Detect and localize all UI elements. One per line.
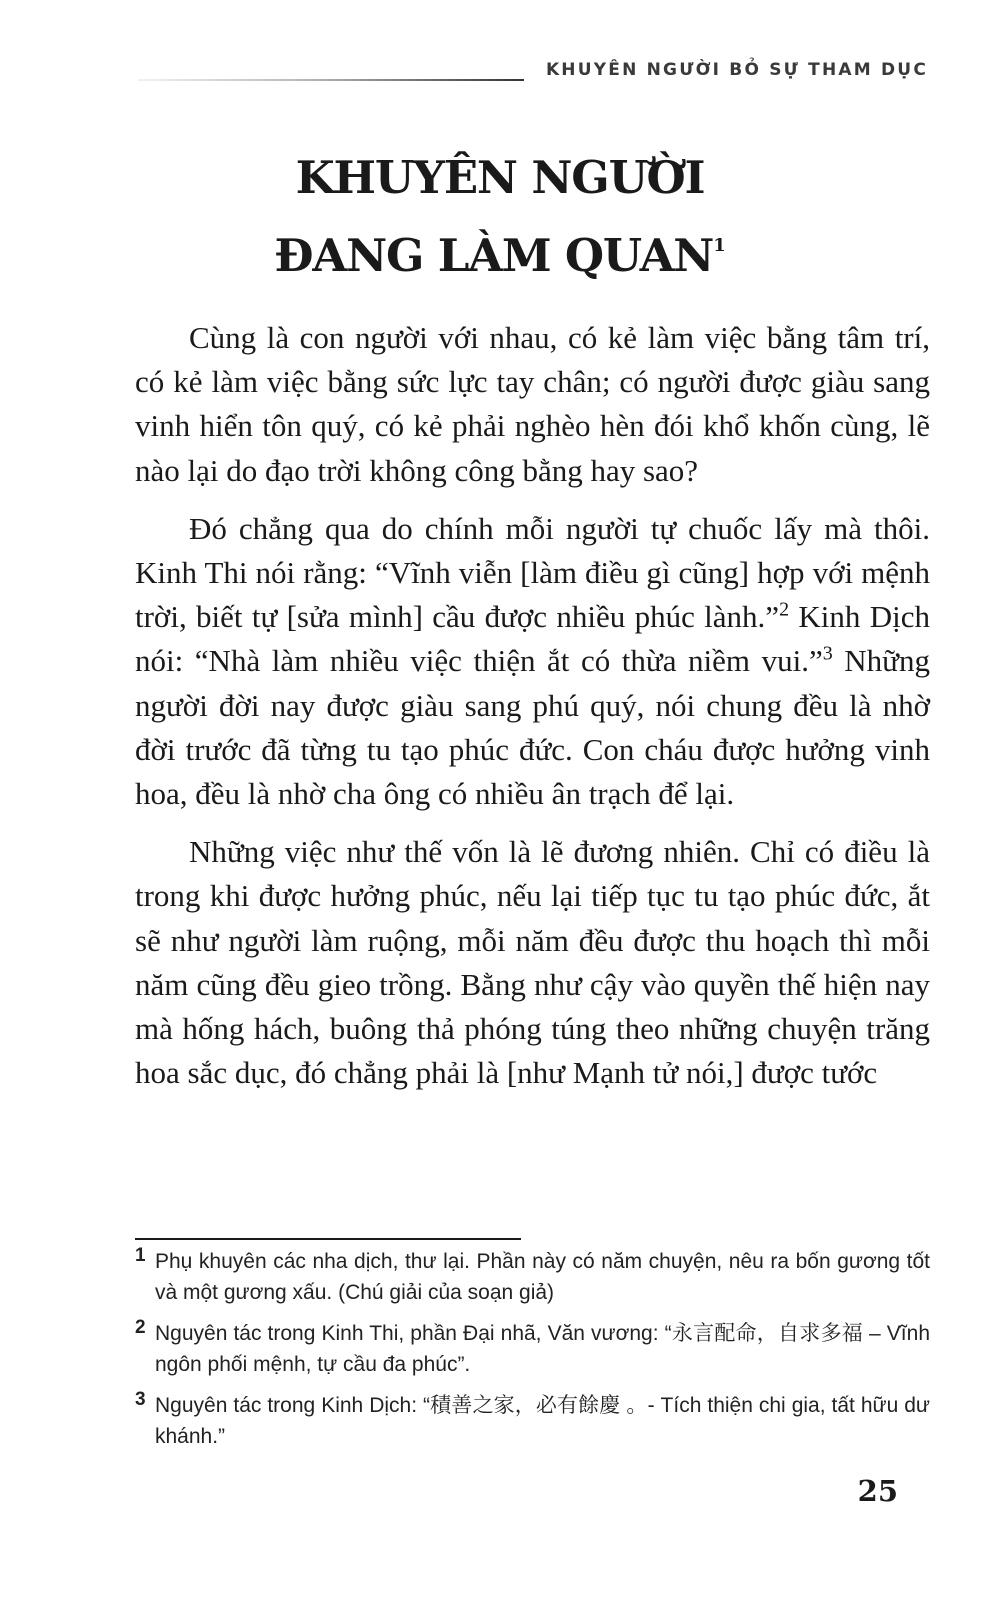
footnote-number: 3 bbox=[135, 1389, 146, 1410]
running-header-text: KHUYÊN NGƯỜI BỎ SỰ THAM DỤC bbox=[545, 60, 928, 80]
paragraph-3: Những việc như thế vốn là lẽ đương nhiên. Chỉ có điều là trong khi được hưởng phúc, nếu lại tiếp tục tu tạo phúc đức, ắt sẽ như người làm ruộng, mỗi năm đều được thu hoạch thì mỗi năm cũng đều gieo trồng. Bằng như cậy vào quyền thế hiện nay mà hống hách, buông thả phóng túng theo những chuyện trăng hoa sắc dục, đó chẳng phải là [như Mạnh tử nói,] được tước bbox=[135, 834, 930, 1091]
footnote-3 bbox=[135, 1390, 930, 1452]
page-number: 25 bbox=[857, 1474, 898, 1508]
paragraph-2-part-2: Kinh Dịch nói: “Nhà làm nhiều việc thiện ắt có thừa niềm vui.” bbox=[135, 599, 931, 679]
footnote-ref-2: 2 bbox=[779, 598, 790, 621]
paragraph-1: Cùng là con người với nhau, có kẻ làm việc bằng tâm trí, có kẻ làm việc bằng sức lực tay chân; có người được giàu sang vinh hiển tôn quý, có kẻ phải nghèo hèn đói khổ khốn cùng, lẽ nào lại do đạo trời không công bằng hay sao? bbox=[135, 320, 930, 488]
chapter-title-line-1: KHUYÊN NGƯỜI bbox=[295, 151, 705, 204]
paragraph-2-part-1: Đó chẳng qua do chính mỗi người tự chuốc lấy mà thôi. Kinh Thi nói rằng: “Vĩnh viễn [làm điều gì cũng] hợp với mệnh trời, biết tự [sửa mình] cầu được nhiều phúc lành.” bbox=[135, 510, 930, 635]
paragraph-2 bbox=[135, 507, 930, 816]
footnote-text: Nguyên tác trong Kinh Thi, phần Đại nhã, Văn vương: “永言配命，自求多福 – Vĩnh ngôn phối mệnh, tự cầu đa phúc”. bbox=[155, 1322, 930, 1376]
footnote-text: Nguyên tác trong Kinh Dịch: “積善之家，必有餘慶 。- Tích thiện chi gia, tất hữu dư khánh.” bbox=[155, 1394, 930, 1448]
footnote-rule bbox=[135, 1238, 521, 1240]
chapter-title-line-2-text: ĐANG LÀM QUAN bbox=[274, 229, 714, 282]
chapter-title-line-2 bbox=[100, 214, 900, 292]
running-header bbox=[138, 60, 928, 86]
title-footnote-ref: 1 bbox=[713, 235, 726, 256]
footnote-number: 1 bbox=[135, 1245, 146, 1266]
chapter-title bbox=[100, 142, 900, 292]
footnotes bbox=[135, 1246, 930, 1462]
footnote-number: 2 bbox=[135, 1317, 146, 1338]
footnote-1 bbox=[135, 1246, 930, 1308]
header-rule bbox=[138, 79, 524, 81]
footnote-ref-3: 3 bbox=[822, 643, 833, 666]
body-text bbox=[135, 316, 930, 1109]
footnote-2 bbox=[135, 1318, 930, 1380]
paragraph-2-part-3: Những người đời nay được giàu sang phú quý, nói chung đều là nhờ đời trước đã từng tu tạo phúc đức. Con cháu được hưởng vinh hoa, đều là nhờ cha ông có nhiều ân trạch để lại. bbox=[135, 643, 930, 812]
footnote-text: Phụ khuyên các nha dịch, thư lại. Phần này có năm chuyện, nêu ra bốn gương tốt và một gương xấu. (Chú giải của soạn giả) bbox=[155, 1250, 930, 1304]
